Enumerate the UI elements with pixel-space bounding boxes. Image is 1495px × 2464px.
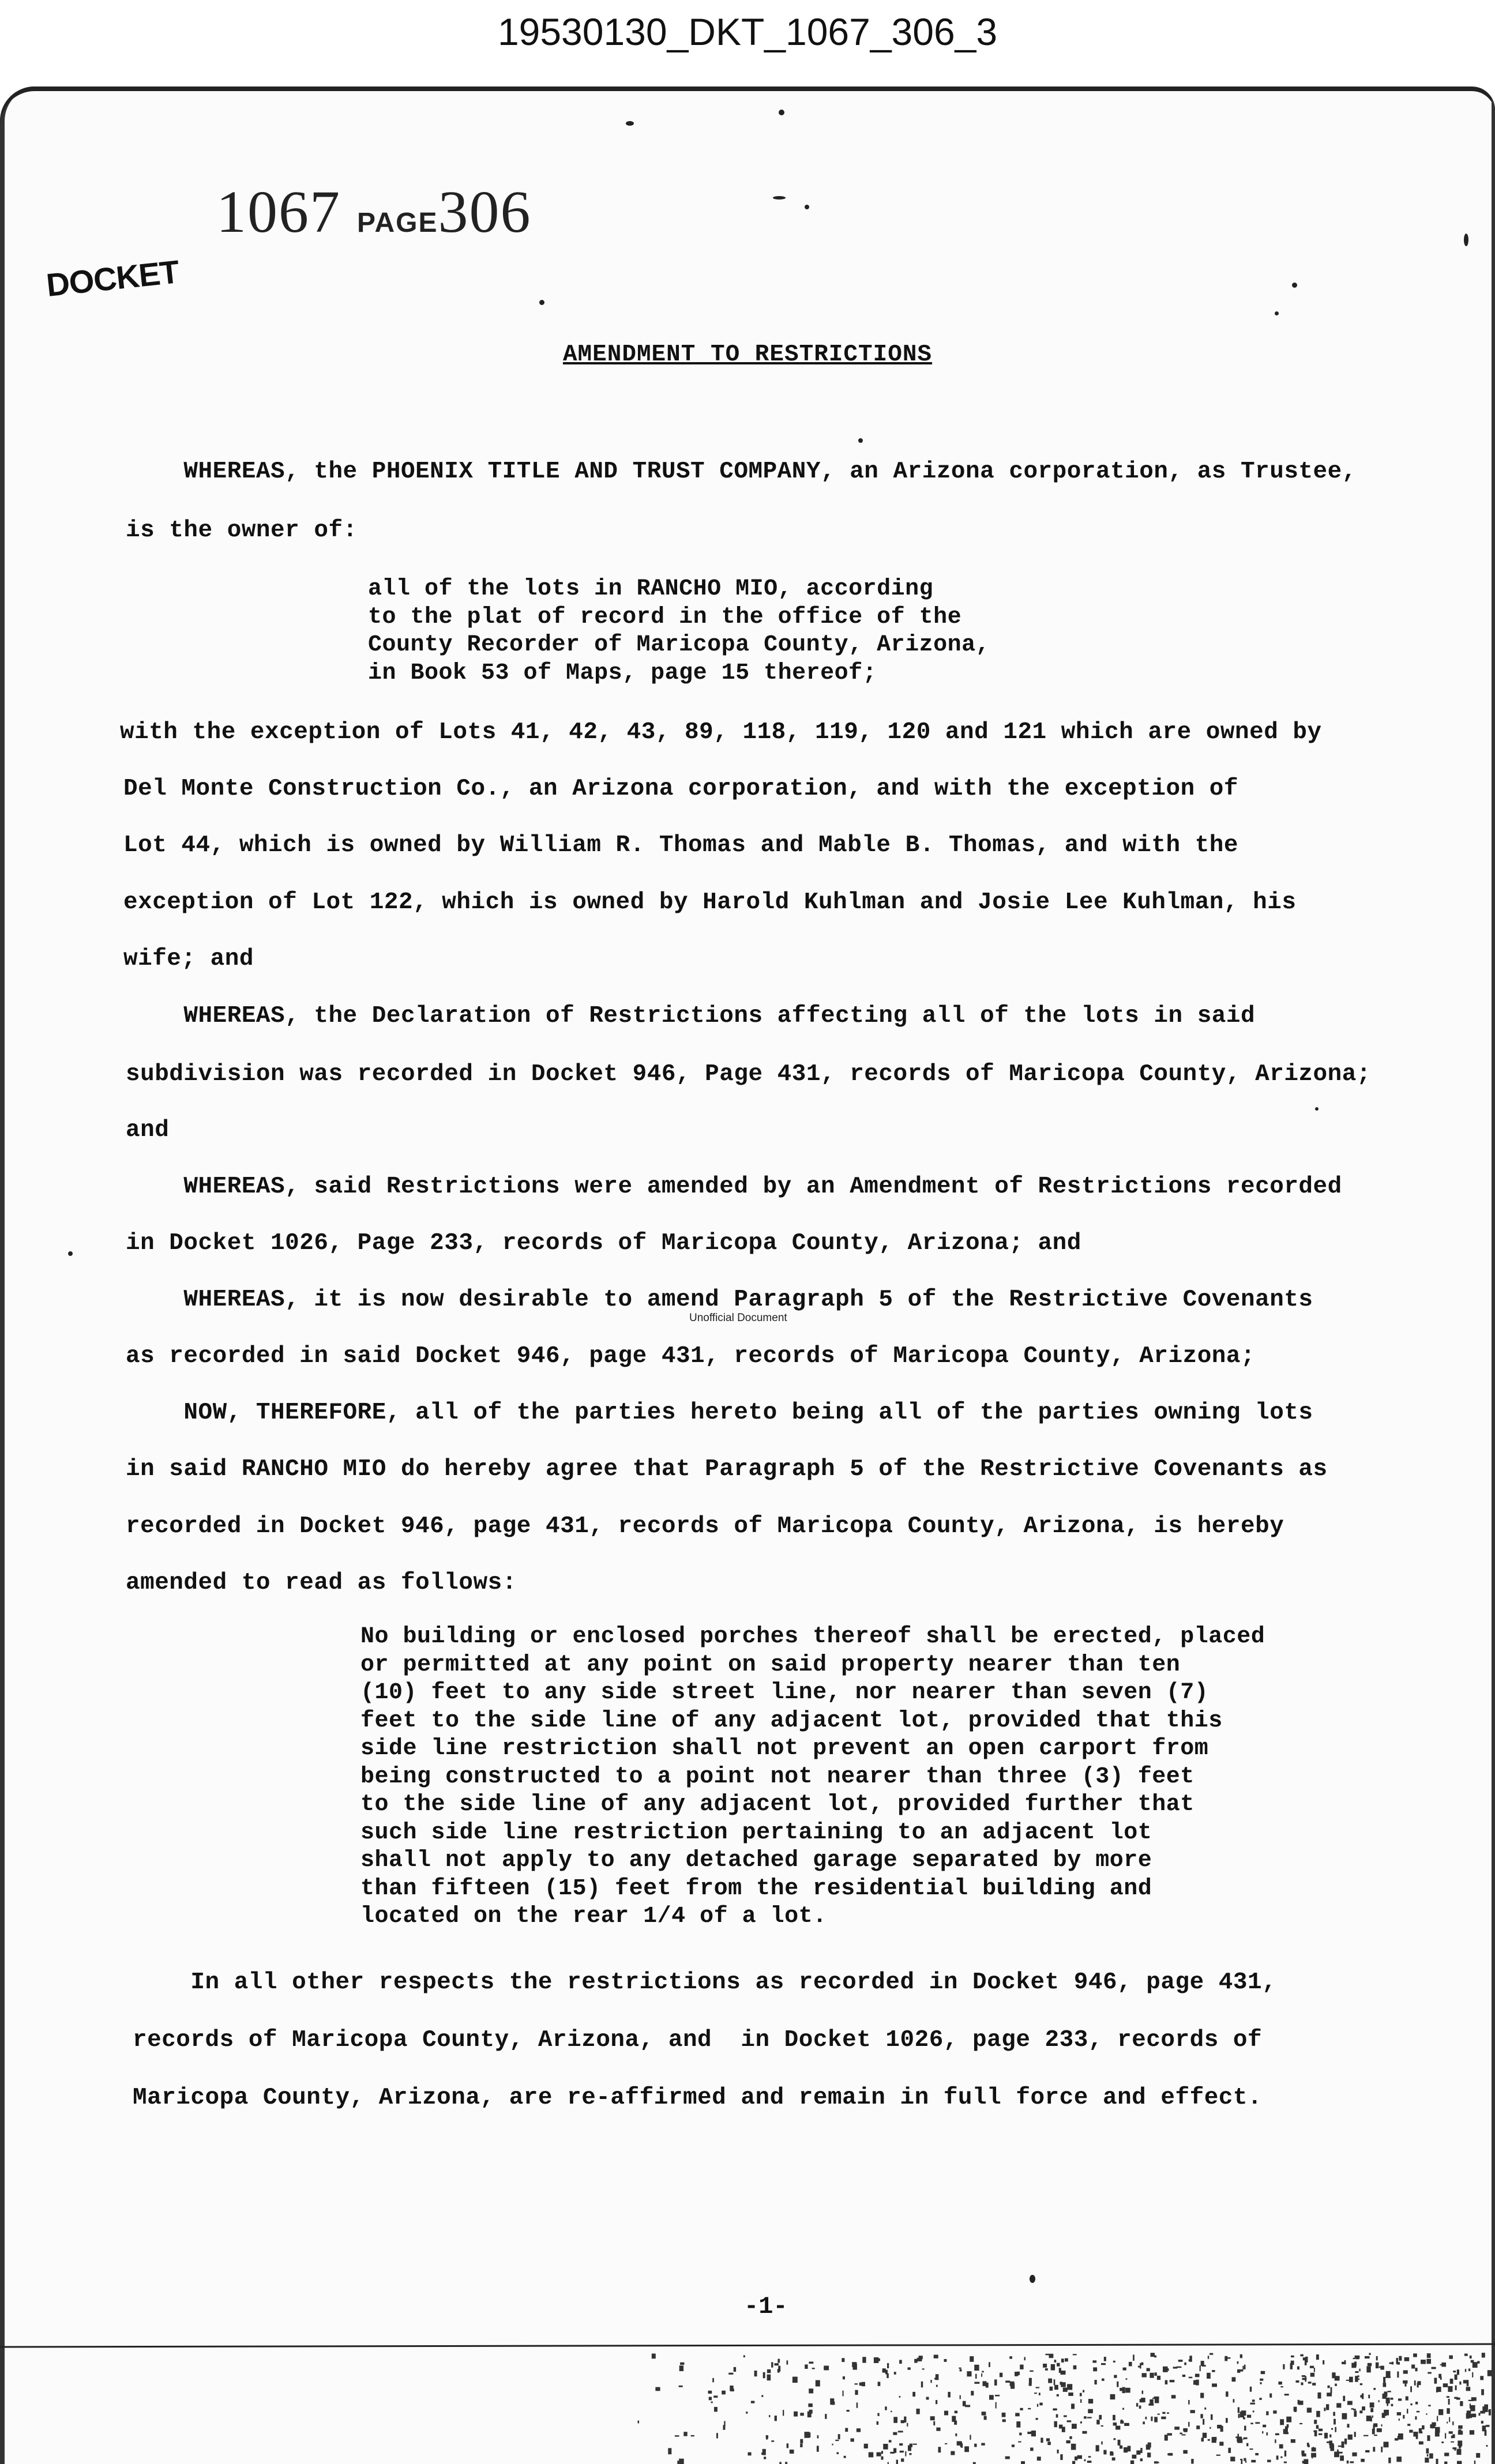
- body-line: In all other respects the restrictions as recorded in Docket 946, page 431,: [133, 1969, 1277, 1996]
- docket-stamp: DOCKET: [44, 253, 181, 303]
- property-description-block: all of the lots in RANCHO MIO, according to the plat of record in the office of the County Recorder of Maricopa County, Arizona, in Book 53 of Maps, page 15 thereof;: [368, 576, 990, 686]
- body-line: in Docket 1026, Page 233, records of Maricopa County, Arizona; and: [126, 1230, 1081, 1257]
- body-line: WHEREAS, said Restrictions were amended by an Amendment of Restrictions recorded: [126, 1173, 1342, 1200]
- scan-speck: [858, 438, 863, 443]
- body-line: amended to read as follows:: [126, 1570, 517, 1596]
- body-line: Del Monte Construction Co., an Arizona corporation, and with the exception of: [123, 776, 1239, 802]
- body-line: as recorded in said Docket 946, page 431, records of Maricopa County, Arizona;: [126, 1343, 1256, 1370]
- unofficial-watermark: Unofficial Document: [689, 1312, 787, 1324]
- page-label: PAGE: [357, 208, 438, 238]
- document-filename-header: 19530130_DKT_1067_306_3: [497, 10, 998, 53]
- body-line: WHEREAS, the PHOENIX TITLE AND TRUST COMPANY, an Arizona corporation, as Trustee,: [126, 458, 1357, 485]
- scan-noise-border: [0, 2312, 1495, 2464]
- body-line: records of Maricopa County, Arizona, and in Docket 1026, page 233, records of: [133, 2027, 1263, 2053]
- body-line: Maricopa County, Arizona, are re-affirmed and remain in full force and effect.: [133, 2085, 1263, 2111]
- body-line: and: [126, 1117, 170, 1143]
- body-line: subdivision was recorded in Docket 946, Page 431, records of Maricopa County, Arizona;: [126, 1061, 1371, 1088]
- body-line: Lot 44, which is owned by William R. Thomas and Mable B. Thomas, and with the: [123, 832, 1239, 859]
- scan-speck: [1275, 311, 1279, 315]
- document-title: AMENDMENT TO RESTRICTIONS: [562, 341, 933, 368]
- body-line: wife; and: [123, 946, 254, 972]
- amended-paragraph-block: No building or enclosed porches thereof shall be erected, placed or permitted at any point on said property nearer than ten (10) feet to any side street line, nor nearer than seven (7) feet to the side line of any adjacent lot, provided that this side line restriction shall not prevent an open carport from being constructed to a point not nearer than three (3) feet to the side line of any adjacent lot, provided further that such side line restriction pertaining to an adjacent lot shall not apply to any detached garage separated by more than fifteen (15) feet from the residential building and located on the rear 1/4 of a lot.: [360, 1624, 1265, 1929]
- scan-speck: [773, 196, 786, 200]
- scan-speck: [805, 205, 809, 209]
- scan-speck: [626, 121, 634, 126]
- body-line: NOW, THEREFORE, all of the parties hereto being all of the parties owning lots: [126, 1400, 1313, 1426]
- body-line: WHEREAS, the Declaration of Restrictions affecting all of the lots in said: [126, 1003, 1256, 1029]
- body-line: exception of Lot 122, which is owned by Harold Kuhlman and Josie Lee Kuhlman, his: [123, 889, 1297, 916]
- scan-speck: [1315, 1107, 1319, 1111]
- body-line: WHEREAS, it is now desirable to amend Paragraph 5 of the Restrictive Covenants: [126, 1286, 1313, 1313]
- scan-speck: [1292, 283, 1297, 288]
- scan-speck: [779, 110, 784, 115]
- page-number-stamp: 306: [438, 179, 532, 245]
- book-number: 1067: [216, 179, 341, 245]
- scan-speck: [68, 1251, 73, 1256]
- page-edge: [1492, 86, 1495, 2464]
- scan-speck: [539, 300, 544, 305]
- scanned-page: [0, 86, 1495, 2464]
- body-line: with the exception of Lots 41, 42, 43, 89, 118, 119, 120 and 121 which are owned by: [120, 719, 1322, 746]
- body-line: is the owner of:: [126, 517, 358, 544]
- body-line: recorded in Docket 946, page 431, records of Maricopa County, Arizona, is hereby: [126, 1513, 1284, 1540]
- page-number: -1-: [744, 2293, 788, 2320]
- scan-speck: [1464, 234, 1468, 246]
- scan-speck: [1030, 2275, 1035, 2283]
- book-page-stamp: [216, 178, 531, 246]
- body-line: in said RANCHO MIO do hereby agree that Paragraph 5 of the Restrictive Covenants as: [126, 1456, 1328, 1483]
